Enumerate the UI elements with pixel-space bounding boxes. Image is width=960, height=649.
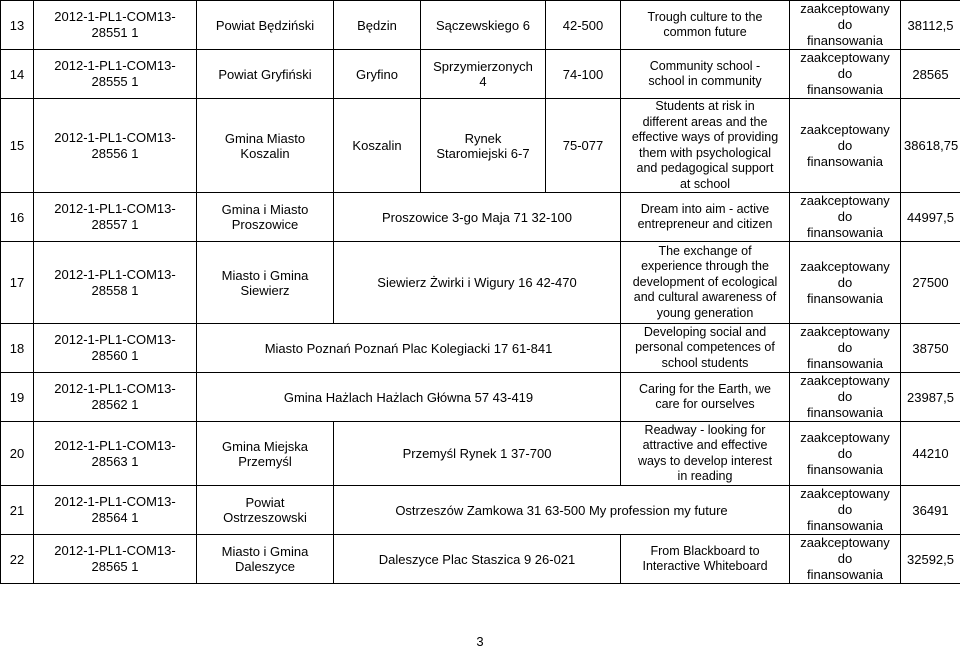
amount-cell: 44210 — [901, 422, 960, 486]
table-row — [1, 535, 960, 584]
institution-cell: Ostrzeszów Zamkowa 31 63-500 My profession my future — [334, 486, 790, 535]
institution-cell: 74-100 — [546, 50, 621, 99]
project-id-cell: 2012-1-PL1-COM13- 28563 1 — [34, 422, 197, 486]
row-number-cell: 16 — [1, 193, 34, 242]
project-id-cell: 2012-1-PL1-COM13- 28562 1 — [34, 373, 197, 422]
table-row — [1, 99, 960, 193]
institution-cell: 75-077 — [546, 99, 621, 193]
project-id-cell: 2012-1-PL1-COM13- 28556 1 — [34, 99, 197, 193]
institution-cell: 42-500 — [546, 1, 621, 50]
institution-cell: Powiat Będziński — [197, 1, 334, 50]
status-cell: zaakceptowany do finansowania — [790, 422, 901, 486]
project-id-cell: 2012-1-PL1-COM13- 28551 1 — [34, 1, 197, 50]
amount-cell: 27500 — [901, 242, 960, 324]
project-id-cell: 2012-1-PL1-COM13- 28555 1 — [34, 50, 197, 99]
row-number-cell: 18 — [1, 324, 34, 373]
project-title-cell: Dream into aim - active entrepreneur and citizen — [621, 193, 790, 242]
status-cell: zaakceptowany do finansowania — [790, 373, 901, 422]
institution-cell: Powiat Ostrzeszowski — [197, 486, 334, 535]
amount-cell: 44997,5 — [901, 193, 960, 242]
table-row — [1, 1, 960, 50]
institution-cell: Daleszyce Plac Staszica 9 26-021 — [334, 535, 621, 584]
table-row — [1, 193, 960, 242]
institution-cell: Koszalin — [334, 99, 421, 193]
status-cell: zaakceptowany do finansowania — [790, 242, 901, 324]
institution-cell: Gryfino — [334, 50, 421, 99]
row-number-cell: 14 — [1, 50, 34, 99]
table-row — [1, 422, 960, 486]
row-number-cell: 13 — [1, 1, 34, 50]
status-cell: zaakceptowany do finansowania — [790, 99, 901, 193]
table-row — [1, 324, 960, 373]
institution-cell: Sączewskiego 6 — [421, 1, 546, 50]
status-cell: zaakceptowany do finansowania — [790, 535, 901, 584]
project-title-cell: Caring for the Earth, we care for ourselves — [621, 373, 790, 422]
institution-cell: Rynek Staromiejski 6-7 — [421, 99, 546, 193]
amount-cell: 36491 — [901, 486, 960, 535]
institution-cell: Będzin — [334, 1, 421, 50]
project-title-cell: Community school - school in community — [621, 50, 790, 99]
table-row — [1, 486, 960, 535]
table-row — [1, 50, 960, 99]
institution-cell: Miasto i Gmina Siewierz — [197, 242, 334, 324]
institution-cell: Miasto i Gmina Daleszyce — [197, 535, 334, 584]
row-number-cell: 19 — [1, 373, 34, 422]
amount-cell: 23987,5 — [901, 373, 960, 422]
row-number-cell: 17 — [1, 242, 34, 324]
amount-cell: 28565 — [901, 50, 960, 99]
status-cell: zaakceptowany do finansowania — [790, 486, 901, 535]
status-cell: zaakceptowany do finansowania — [790, 324, 901, 373]
institution-cell: Gmina i Miasto Proszowice — [197, 193, 334, 242]
institution-cell: Miasto Poznań Poznań Plac Kolegiacki 17 61-841 — [197, 324, 621, 373]
institution-cell: Gmina Miasto Koszalin — [197, 99, 334, 193]
institution-cell: Proszowice 3-go Maja 71 32-100 — [334, 193, 621, 242]
row-number-cell: 15 — [1, 99, 34, 193]
amount-cell: 38618,75 — [901, 99, 960, 193]
amount-cell: 38750 — [901, 324, 960, 373]
project-id-cell: 2012-1-PL1-COM13- 28564 1 — [34, 486, 197, 535]
project-title-cell: Readway - looking for attractive and effective ways to develop interest in reading — [621, 422, 790, 486]
status-cell: zaakceptowany do finansowania — [790, 193, 901, 242]
institution-cell: Przemyśl Rynek 1 37-700 — [334, 422, 621, 486]
institution-cell: Sprzymierzonych 4 — [421, 50, 546, 99]
amount-cell: 38112,5 — [901, 1, 960, 50]
table-row — [1, 242, 960, 324]
row-number-cell: 20 — [1, 422, 34, 486]
project-id-cell: 2012-1-PL1-COM13- 28565 1 — [34, 535, 197, 584]
project-id-cell: 2012-1-PL1-COM13- 28557 1 — [34, 193, 197, 242]
table-row — [1, 373, 960, 422]
project-title-cell: The exchange of experience through the development of ecological and cultural awareness of young generation — [621, 242, 790, 324]
project-id-cell: 2012-1-PL1-COM13- 28560 1 — [34, 324, 197, 373]
row-number-cell: 22 — [1, 535, 34, 584]
project-id-cell: 2012-1-PL1-COM13- 28558 1 — [34, 242, 197, 324]
project-title-cell: Students at risk in different areas and the effective ways of providing them with psychological and pedagogical support at school — [621, 99, 790, 193]
status-cell: zaakceptowany do finansowania — [790, 1, 901, 50]
row-number-cell: 21 — [1, 486, 34, 535]
institution-cell: Gmina Hażlach Hażlach Główna 57 43-419 — [197, 373, 621, 422]
status-cell: zaakceptowany do finansowania — [790, 50, 901, 99]
institution-cell: Powiat Gryfiński — [197, 50, 334, 99]
amount-cell: 32592,5 — [901, 535, 960, 584]
project-title-cell: From Blackboard to Interactive Whiteboard — [621, 535, 790, 584]
institution-cell: Gmina Miejska Przemyśl — [197, 422, 334, 486]
project-title-cell: Trough culture to the common future — [621, 1, 790, 50]
project-title-cell: Developing social and personal competences of school students — [621, 324, 790, 373]
institution-cell: Siewierz Żwirki i Wigury 16 42-470 — [334, 242, 621, 324]
page-number: 3 — [476, 634, 484, 649]
